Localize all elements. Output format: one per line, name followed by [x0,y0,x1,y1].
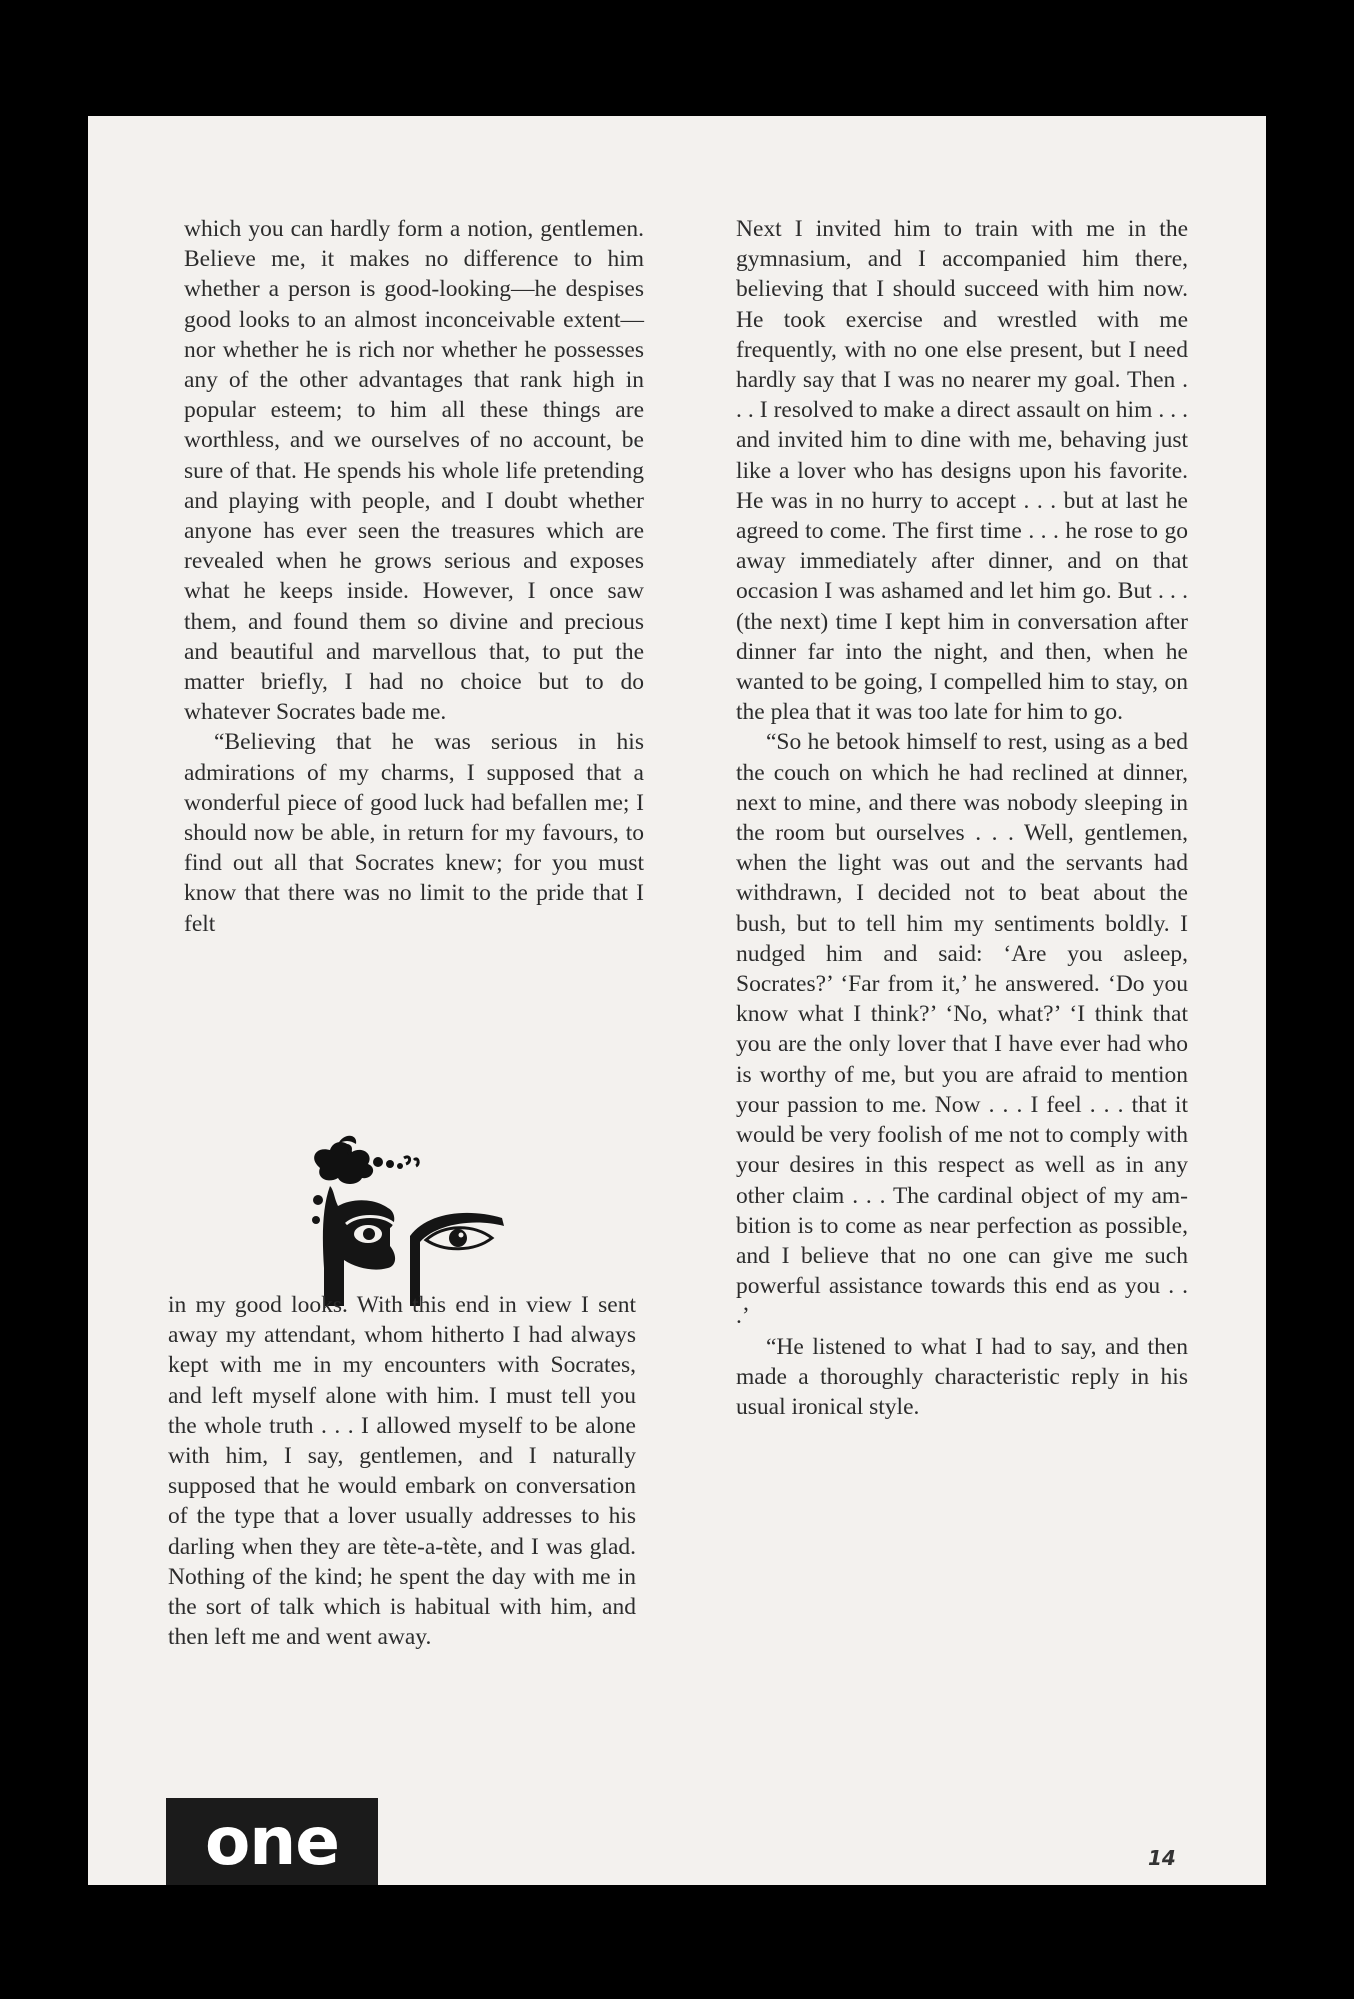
face-sketch-illustration [278,1128,578,1308]
magazine-page [88,116,1266,1885]
magazine-logo: one [166,1798,378,1885]
paragraph: in my good looks. With this end in view I sent away my attendant, whom hitherto I had always kept with me in my encounters with Socrates, and left myself alone with him. I must tell you the whole truth . . . I allowed myself to be alone with him, I say, gentlemen, and I naturally supposed that he would embark on conversation of the type that a lover usually addresses to his darling when they are tète-a-tète, and I was glad. Nothing of the kind; he spent the day with me in the sort of talk which is habitual with him, and then left me and went away. [168,1292,636,1651]
paragraph: which you can hardly form a notion, gentlemen. Believe me, it makes no difference to him whether a person is good-looking—he despises good looks to an almost inconceivable extent—nor whether he is rich nor whether he possesses any of the other advantages that rank high in popular esteem; to him all these things are worthless, and we ourselves of no account, be sure of that. He spends his whole life pretending and playing with people, and I doubt whether anyone has ever seen the treasures which are revealed when he grows serious and exposes what he keeps inside. However, I once saw them, and found them so divine and precious and beautiful and marvellous that, to put the matter briefly, I had no choice but to do whatever Socrates bade me. [184,216,644,726]
face-sketch-icon [278,1128,578,1308]
paragraph: “Believing that he was serious in his admirations of my charms, I supposed that a wonderful piece of good luck had befallen me; I should now be able, in return for my favours, to find out all that Socrates knew; for you must know that there was no limit to the pride that I felt [184,729,644,937]
paragraph: Next I invited him to train with me in the gymnasium, and I accompanied him there, believing that I should succeed with him now. He took exercise and wrestled with me frequently, with no one else present, but I need hardly say that I was no nearer my goal. Then . . . I resolved to make a direct assault on him . . . and invited him to dine with me, behaving just like a lover who has designs upon his favorite. He was in no hurry to accept . . . but at last he agreed to come. The first time . . . he rose to go away immediately after dinner, and on that occasion I was ashamed and let him go. But . . . (the next) time I kept him in conversation after dinner far into the night, and then, when he wanted to be going, I compelled him to stay, on the plea that it was too late for him to go. [736,216,1188,726]
paragraph: “He listened to what I had to say, and then made a thoroughly characteristic reply in his usual ironical style. [736,1333,1188,1420]
page-number: 14 [1148,1846,1176,1870]
right-column [736,214,1188,1422]
paragraph: “So he betook himself to rest, using as a bed the couch on which he had reclined at dinner, next to mine, and there was nobody sleeping in the room but ourselves . . . Well, gentlemen, when the light was out and the servants had withdrawn, I decided not to beat about the bush, but to tell him my sentiments boldly. I nudged him and said: ‘Are you asleep, Socrates?’ ‘Far from it,’ he answered. ‘Do you know what I think?’ ‘No, what?’ ‘I think that you are the only lover that I have ever had who is worthy of me, but you are afraid to mention your passion to me. Now . . . I feel . . . that it would be very foolish of me not to comply with your desires in this respect as well as in any other claim . . . The cardinal object of my ambition is to come as near perfection as possible, and I believe that no one can give me such powerful assistance towards this end as you . . .’ [736,729,1188,1330]
left-column-top [184,214,644,939]
left-column-bottom [168,1290,636,1652]
